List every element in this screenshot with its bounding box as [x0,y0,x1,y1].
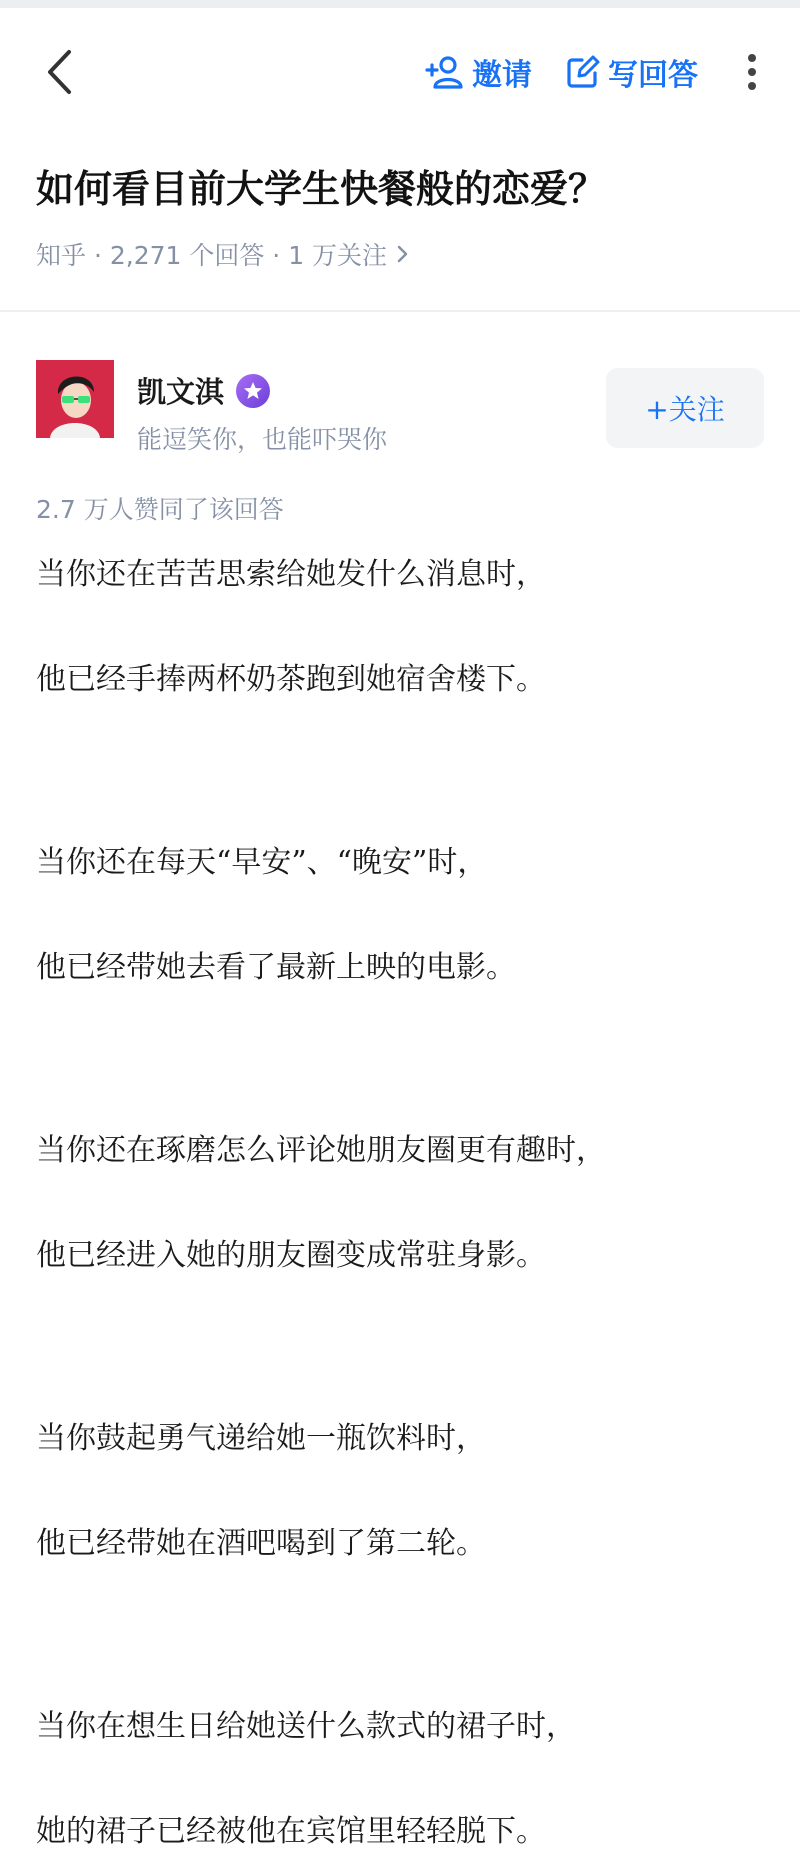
answer-line: 当你在想生日给她送什么款式的裙子时， [36,1709,576,1744]
paragraph-gap [36,993,764,1126]
avatar[interactable] [36,360,114,438]
line-gap [36,1176,764,1231]
question-meta[interactable] [36,236,764,272]
top-bar [0,8,800,126]
chevron-right-icon [397,244,409,264]
line-gap [36,1752,764,1807]
question-meta-text: 知乎 · 2,271 个回答 · 1 万关注 [36,241,388,270]
add-person-icon [426,55,464,89]
more-dot [748,82,756,90]
top-actions [426,46,800,98]
answer-line: 他已经带她去看了最新上映的电影。 [36,950,516,985]
paragraph-gap [36,705,764,838]
question-header [0,126,800,272]
creator-badge-icon[interactable] [236,374,270,408]
answer-line: 他已经进入她的朋友圈变成常驻身影。 [36,1238,546,1273]
upvote-info: 2.7 万人赞同了该回答 [36,495,284,524]
answer-line: 当你还在苦苦思索给她发什么消息时， [36,557,546,592]
back-arrow-icon [45,49,75,95]
answer-content [0,550,800,1857]
answer-line: 她的裙子已经被他在宾馆里轻轻脱下。 [36,1814,546,1849]
avatar-illustration [36,360,114,438]
answer-line: 当你鼓起勇气递给她一瓶饮料时， [36,1421,486,1456]
answer-line: 当你还在每天“早安”、“晚安”时， [36,845,488,880]
paragraph-gap [36,1569,764,1702]
answer-line: 当你还在琢磨怎么评论她朋友圈更有趣时， [36,1133,606,1168]
edit-icon [566,55,600,89]
back-button[interactable] [36,44,84,100]
line-gap [36,600,764,655]
star-icon [242,380,264,402]
write-answer-button[interactable] [566,50,698,94]
write-answer-label: 写回答 [608,58,698,93]
author-bio: 能逗笑你，也能吓哭你 [137,425,388,454]
question-title[interactable]: 如何看目前大学生快餐般的恋爱？ [36,166,607,211]
line-gap [36,888,764,943]
line-gap [36,1464,764,1519]
answer-line: 他已经带她在酒吧喝到了第二轮。 [36,1526,486,1561]
author-name[interactable]: 凯文淇 [137,375,225,409]
author-card [0,312,800,454]
invite-button[interactable] [426,50,532,94]
more-options-button[interactable] [732,46,772,98]
status-strip [0,0,800,8]
follow-button[interactable]: +关注 [606,368,764,448]
author-name-row [137,370,270,411]
paragraph-gap [36,1281,764,1414]
more-dot [748,68,756,76]
more-vertical-icon [748,54,756,62]
invite-label: 邀请 [472,58,532,93]
answer-line: 他已经手捧两杯奶茶跑到她宿舍楼下。 [36,662,546,697]
